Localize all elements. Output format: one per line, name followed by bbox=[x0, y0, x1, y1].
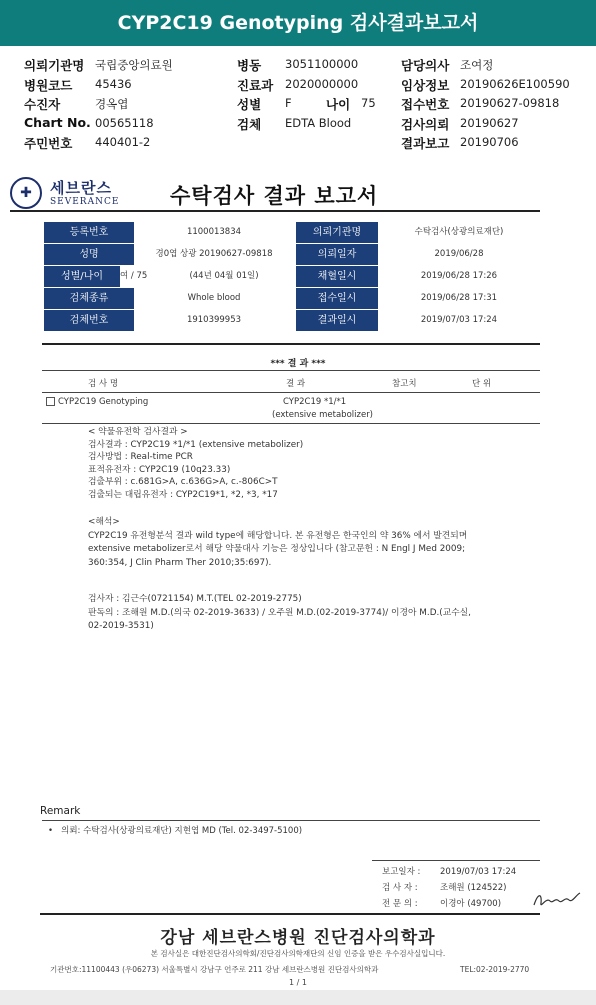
label-result-report: 결과보고 bbox=[401, 136, 450, 151]
grid-bottom-divider bbox=[42, 343, 540, 345]
value-requesting-institution: 국립중앙의료원 bbox=[95, 58, 173, 72]
label-patient-name: 수진자 bbox=[24, 97, 61, 112]
label-chart-no: Chart No. bbox=[24, 115, 91, 130]
value-clinical-info: 20190626E100590 bbox=[460, 77, 570, 91]
label-receipt-number: 접수번호 bbox=[401, 97, 450, 112]
grid-value-collection-time: 2019/06/28 17:26 bbox=[420, 271, 498, 281]
examiner-line: 검사자 : 김근수(0721154) M.T.(TEL 02-2019-2775) bbox=[88, 594, 302, 604]
interpretation-line: CYP2C19 유전형분석 결과 wild type에 해당합니다. 본 유전형은 한국인의 약 36% 에서 발견되며 bbox=[88, 530, 468, 541]
grid-value-birthdate: (44년 04월 01일) bbox=[189, 271, 259, 281]
signoff-value-specialist: 이경아 (49700) bbox=[440, 899, 502, 909]
hospital-name: 강남 세브란스병원 진단검사의학과 bbox=[160, 928, 436, 948]
label-sex: 성별 bbox=[237, 97, 262, 112]
details-line: 표적유전자 : CYP2C19 (10q23.33) bbox=[88, 464, 231, 475]
value-patient-name: 경옥엽 bbox=[95, 97, 129, 111]
staff-block bbox=[88, 593, 558, 634]
viewer-bottom-strip bbox=[0, 990, 596, 1005]
test-row-result: CYP2C19 *1/*1 bbox=[283, 397, 347, 407]
label-hospital-code: 병원코드 bbox=[24, 78, 73, 93]
institution-address: 기관번호:11100443 (우06273) 서울특별시 강남구 언주로 211 강남 세브란스병원 진단검사의학과 bbox=[50, 965, 379, 974]
interpretation-line: 360:354, J Clin Pharm Ther 2010;35:697). bbox=[88, 557, 272, 568]
test-row-result-note: (extensive metabolizer) bbox=[272, 410, 373, 420]
severance-logo bbox=[10, 177, 128, 211]
remark-item bbox=[48, 824, 302, 836]
interpretation-title: <해석> bbox=[88, 517, 120, 527]
value-chart-no: 00565118 bbox=[95, 116, 154, 130]
test-checkbox-icon bbox=[46, 397, 55, 406]
results-heading-divider bbox=[42, 370, 540, 371]
remark-divider bbox=[42, 820, 540, 821]
signoff-label-report-date: 보고일자 : bbox=[382, 867, 421, 877]
title-divider bbox=[10, 210, 540, 212]
grid-label-registration-no: 등록번호 bbox=[44, 222, 134, 243]
interpretation bbox=[88, 516, 558, 570]
scanned-report bbox=[0, 160, 596, 1005]
grid-label-result-time: 결과일시 bbox=[296, 310, 378, 331]
column-reference: 참고치 bbox=[392, 379, 417, 389]
signoff-top-rule bbox=[372, 860, 540, 861]
column-unit: 단 위 bbox=[472, 379, 492, 389]
grid-value-specimen-type: Whole blood bbox=[187, 293, 241, 303]
label-clinical-info: 임상정보 bbox=[401, 78, 450, 93]
grid-value-sex-age: 여 / 75 bbox=[120, 271, 148, 281]
value-sex: F bbox=[285, 96, 292, 110]
grid-value-registration-no: 1100013834 bbox=[186, 227, 242, 237]
logo-english-text: SEVERANCE bbox=[50, 197, 120, 207]
signoff-value-report-date: 2019/07/03 17:24 bbox=[440, 867, 517, 877]
value-specimen: EDTA Blood bbox=[285, 116, 352, 130]
label-age: 나이 bbox=[326, 97, 351, 112]
grid-label-sex-age: 성별/나이 bbox=[44, 266, 120, 287]
grid-label-collection-time: 채혈일시 bbox=[296, 266, 378, 287]
remark-title: Remark bbox=[40, 805, 81, 817]
grid-value-request-date: 2019/06/28 bbox=[434, 249, 484, 259]
signoff-label-examiner: 검 사 자 : bbox=[382, 883, 418, 893]
reader-line: 02-2019-3531) bbox=[88, 621, 154, 631]
reader-line: 판독의 : 조해원 M.D.(의국 02-2019-3633) / 오주원 M.D.(02-2019-3774)/ 이경아 M.D.(교수실, bbox=[88, 607, 471, 618]
value-hospital-code: 45436 bbox=[95, 77, 132, 91]
label-test-request: 검사의뢰 bbox=[401, 117, 450, 132]
column-result: 결 과 bbox=[286, 379, 306, 389]
grid-value-specimen-no: 1910399953 bbox=[186, 315, 242, 325]
footer-top-rule bbox=[40, 913, 540, 915]
details-line: 검사결과 : CYP2C19 *1/*1 (extensive metabolizer) bbox=[88, 439, 304, 450]
remark-text: 의뢰: 수탁검사(상광의료재단) 지현엽 MD (Tel. 02-3497-5100) bbox=[61, 826, 303, 836]
grid-label-request-date: 의뢰일자 bbox=[296, 244, 378, 265]
grid-label-name: 성명 bbox=[44, 244, 134, 265]
details-line: 검사방법 : Real-time PCR bbox=[88, 452, 193, 463]
results-heading: *** 결 과 *** bbox=[270, 359, 326, 369]
signoff-value-examiner: 조해원 (124522) bbox=[440, 883, 507, 893]
label-attending-doctor: 담당의사 bbox=[401, 58, 450, 73]
columns-divider bbox=[42, 392, 540, 393]
column-test-name: 검 사 명 bbox=[88, 379, 119, 389]
pharmacogenetics-details bbox=[88, 426, 303, 502]
value-result-report: 20190706 bbox=[460, 135, 519, 149]
test-name-text: CYP2C19 Genotyping bbox=[58, 397, 149, 407]
value-department: 2020000000 bbox=[285, 77, 359, 91]
specialist-signature bbox=[532, 887, 582, 913]
value-ward: 3051100000 bbox=[285, 57, 359, 71]
report-header-title: CYP2C19 Genotyping 검사결과보고서 bbox=[0, 0, 596, 46]
grid-value-institution: 수탁검사(상광의료재단) bbox=[414, 227, 504, 237]
signoff-labels bbox=[382, 864, 420, 912]
page-number: 1 / 1 bbox=[289, 978, 307, 987]
logo-korean-text: 세브란스 bbox=[50, 179, 112, 197]
signoff-values bbox=[440, 864, 516, 912]
patient-info bbox=[0, 52, 596, 152]
label-requesting-institution: 의뢰기관명 bbox=[24, 58, 85, 73]
institution-phone: TEL:02-2019-2770 bbox=[460, 965, 530, 974]
grid-value-name: 경0엽 상광 20190627-09818 bbox=[155, 249, 273, 259]
report-title: 수탁검사 결과 보고서 bbox=[170, 184, 379, 208]
label-specimen: 검체 bbox=[237, 117, 262, 132]
severance-emblem-icon: ✚ bbox=[10, 177, 42, 209]
details-line: 검출부위 : c.681G>A, c.636G>A, c.-806C>T bbox=[88, 477, 278, 488]
signoff-label-specialist: 전 문 의 : bbox=[382, 899, 418, 909]
value-attending-doctor: 조여정 bbox=[460, 58, 494, 72]
grid-label-receipt-time: 접수일시 bbox=[296, 288, 378, 309]
value-age: 75 bbox=[361, 96, 376, 110]
label-department: 진료과 bbox=[237, 78, 274, 93]
specimen-info-grid bbox=[44, 222, 540, 332]
grid-label-specimen-no: 검체번호 bbox=[44, 310, 134, 331]
test-row-name bbox=[46, 397, 148, 407]
interpretation-line: extensive metabolizer로서 해당 약물대사 기능은 정상입니다 (참고문헌 : N Engl J Med 2009; bbox=[88, 544, 466, 554]
grid-label-specimen-type: 검체종류 bbox=[44, 288, 134, 309]
certification-note: 본 검사실은 대한진단검사의학회/진단검사의학재단의 신임 인증을 받은 우수검사실입니다. bbox=[150, 949, 446, 958]
details-line: 검출되는 대립유전자 : CYP2C19*1, *2, *3, *17 bbox=[88, 489, 278, 500]
grid-value-receipt-time: 2019/06/28 17:31 bbox=[420, 293, 498, 303]
label-ward: 병동 bbox=[237, 58, 262, 73]
grid-value-result-time: 2019/07/03 17:24 bbox=[420, 315, 498, 325]
details-title: < 약물유전학 검사결과 > bbox=[88, 427, 188, 437]
remark-bullet-icon: • bbox=[48, 826, 62, 836]
value-test-request: 20190627 bbox=[460, 116, 519, 130]
value-receipt-number: 20190627-09818 bbox=[460, 96, 560, 110]
grid-label-institution: 의뢰기관명 bbox=[296, 222, 378, 243]
label-resident-number: 주민번호 bbox=[24, 136, 73, 151]
value-resident-number: 440401-2 bbox=[95, 135, 151, 149]
test-row-divider bbox=[42, 423, 540, 424]
